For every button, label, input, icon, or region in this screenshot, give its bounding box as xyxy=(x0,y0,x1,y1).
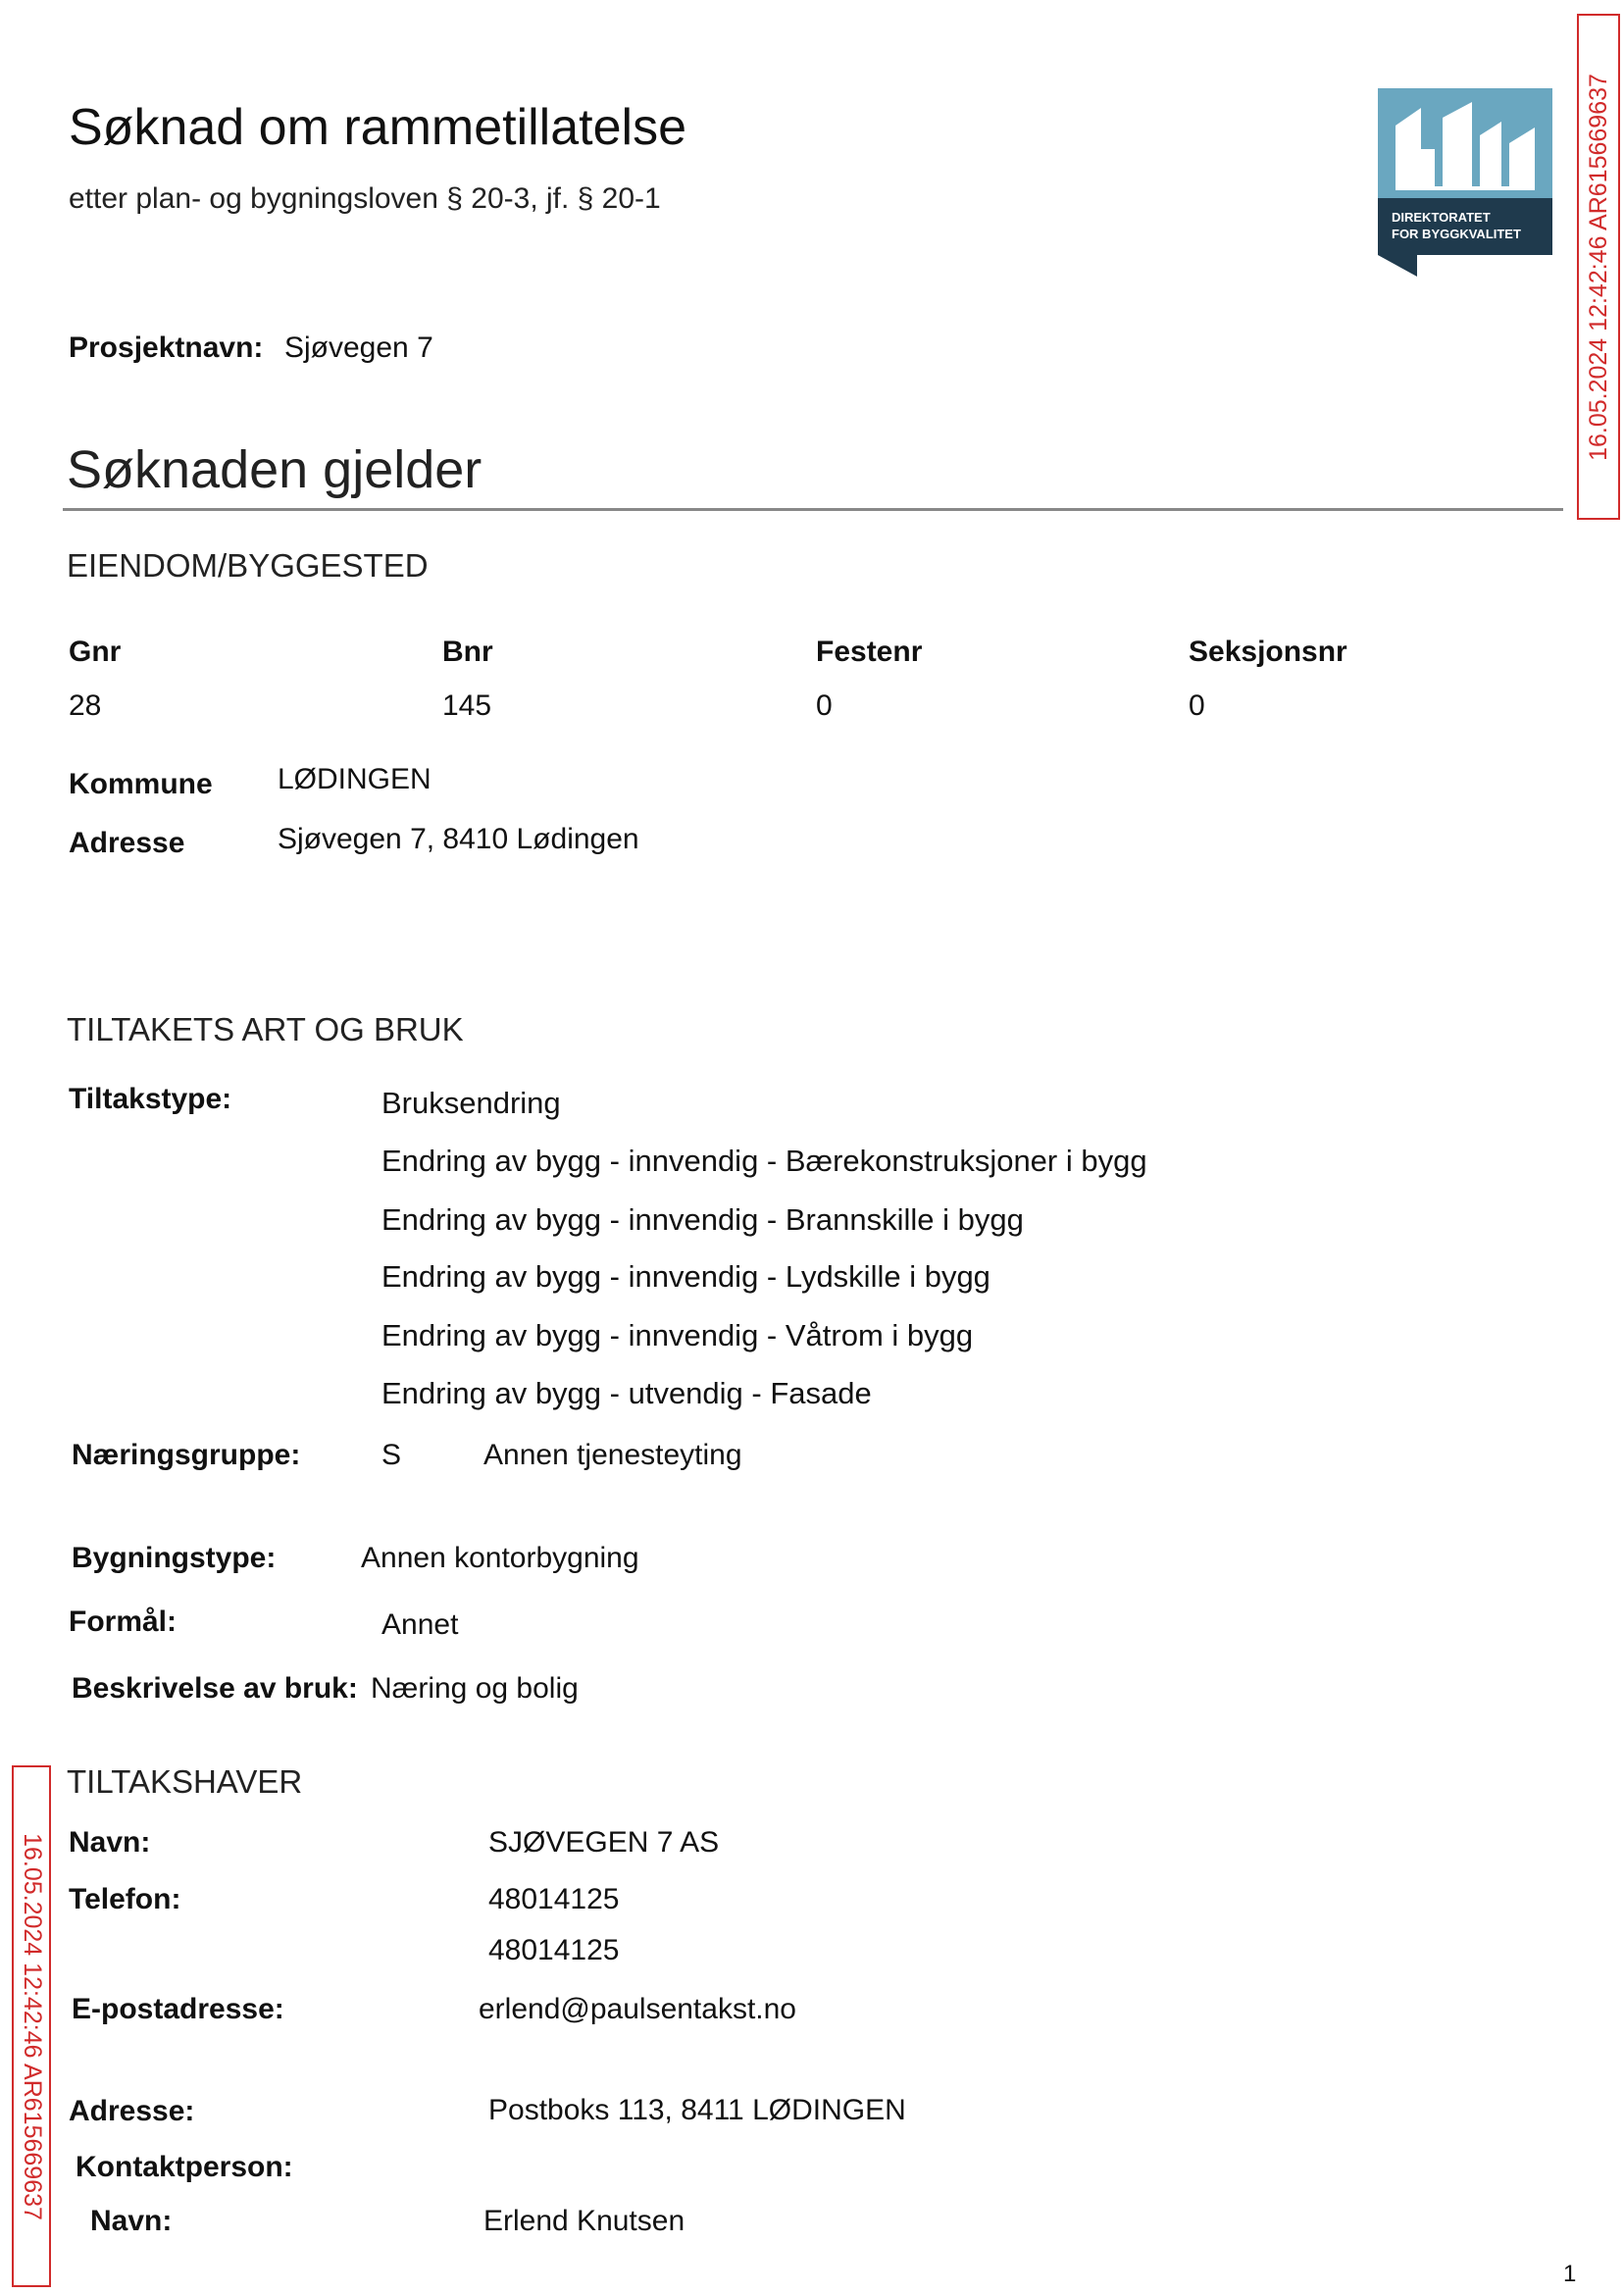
property-heading: EIENDOM/BYGGESTED xyxy=(67,547,429,584)
bygningstype-label: Bygningstype: xyxy=(72,1542,277,1574)
tiltakstype-item: Endring av bygg - innvendig - Bærekonstruksjoner i bygg xyxy=(381,1144,1147,1178)
kommune-value: LØDINGEN xyxy=(278,763,431,795)
kommune-label: Kommune xyxy=(69,768,213,800)
tiltakstype-item: Endring av bygg - innvendig - Våtrom i bygg xyxy=(381,1318,974,1352)
timestamp-stamp-top xyxy=(1577,14,1620,520)
document-title: Søknad om rammetillatelse xyxy=(69,99,686,156)
project-name-label: Prosjektnavn: xyxy=(69,331,264,364)
formal-label: Formål: xyxy=(69,1606,178,1638)
tiltakstype-item: Endring av bygg - innvendig - Lydskille i bygg xyxy=(381,1259,990,1294)
formal-value: Annet xyxy=(381,1608,459,1641)
stamp-text: 16.05.2024 12:42:46 AR615669637 xyxy=(1584,73,1612,461)
gnr-label: Gnr xyxy=(69,636,122,668)
dibk-logo-icon xyxy=(1378,88,1552,277)
telefon-label: Telefon: xyxy=(69,1883,181,1915)
tiltakshaver-heading: TILTAKSHAVER xyxy=(67,1763,303,1800)
festenr-label: Festenr xyxy=(816,636,923,668)
gnr-value: 28 xyxy=(69,689,102,722)
festenr-value: 0 xyxy=(816,689,833,722)
page-number: 1 xyxy=(1563,2261,1577,2287)
naeringsgruppe-label: Næringsgruppe: xyxy=(72,1439,301,1471)
epost-value: erlend@paulsentakst.no xyxy=(479,1993,796,2025)
dibk-logo xyxy=(1378,88,1552,277)
tiltak-heading: TILTAKETS ART OG BRUK xyxy=(67,1011,464,1047)
seksjonsnr-label: Seksjonsnr xyxy=(1189,636,1347,668)
logo-text-line1: DIREKTORATET xyxy=(1392,210,1491,225)
project-name-value: Sjøvegen 7 xyxy=(284,331,433,364)
kontaktperson-navn-label: Navn: xyxy=(90,2205,173,2237)
tiltakstype-item: Bruksendring xyxy=(381,1086,561,1120)
bnr-value: 145 xyxy=(442,689,492,722)
logo-text-line2: FOR BYGGKVALITET xyxy=(1392,227,1521,241)
beskrivelse-bruk-value: Næring og bolig xyxy=(371,1672,579,1705)
stamp-text: 16.05.2024 12:42:46 AR615669637 xyxy=(18,1832,46,2220)
bygningstype-value: Annen kontorbygning xyxy=(361,1542,639,1574)
naeringsgruppe-code: S xyxy=(381,1439,402,1471)
navn-value: SJØVEGEN 7 AS xyxy=(488,1826,720,1859)
seksjonsnr-value: 0 xyxy=(1189,689,1205,722)
naeringsgruppe-value: Annen tjenesteyting xyxy=(483,1439,742,1471)
tiltakshaver-adresse-value: Postboks 113, 8411 LØDINGEN xyxy=(488,2094,906,2126)
navn-label: Navn: xyxy=(69,1826,151,1859)
kontaktperson-navn-value: Erlend Knutsen xyxy=(483,2205,685,2237)
adresse-value: Sjøvegen 7, 8410 Lødingen xyxy=(278,823,639,855)
beskrivelse-bruk-label: Beskrivelse av bruk: xyxy=(72,1672,358,1705)
tiltakstype-label: Tiltakstype: xyxy=(69,1083,232,1115)
bnr-label: Bnr xyxy=(442,636,493,668)
tiltakstype-item: Endring av bygg - utvendig - Fasade xyxy=(381,1376,872,1410)
section-divider xyxy=(63,508,1563,511)
telefon-value: 48014125 xyxy=(488,1883,620,1915)
telefon-value: 48014125 xyxy=(488,1934,620,1966)
tiltakshaver-adresse-label: Adresse: xyxy=(69,2095,195,2127)
tiltakstype-item: Endring av bygg - innvendig - Brannskille i bygg xyxy=(381,1202,1024,1237)
timestamp-stamp-bottom xyxy=(12,1765,51,2287)
kontaktperson-label: Kontaktperson: xyxy=(76,2151,293,2183)
document-subtitle: etter plan- og bygningsloven § 20-3, jf. § 20-1 xyxy=(69,182,661,215)
epost-label: E-postadresse: xyxy=(72,1993,284,2025)
adresse-label: Adresse xyxy=(69,827,185,859)
section-title: Søknaden gjelder xyxy=(67,440,482,499)
